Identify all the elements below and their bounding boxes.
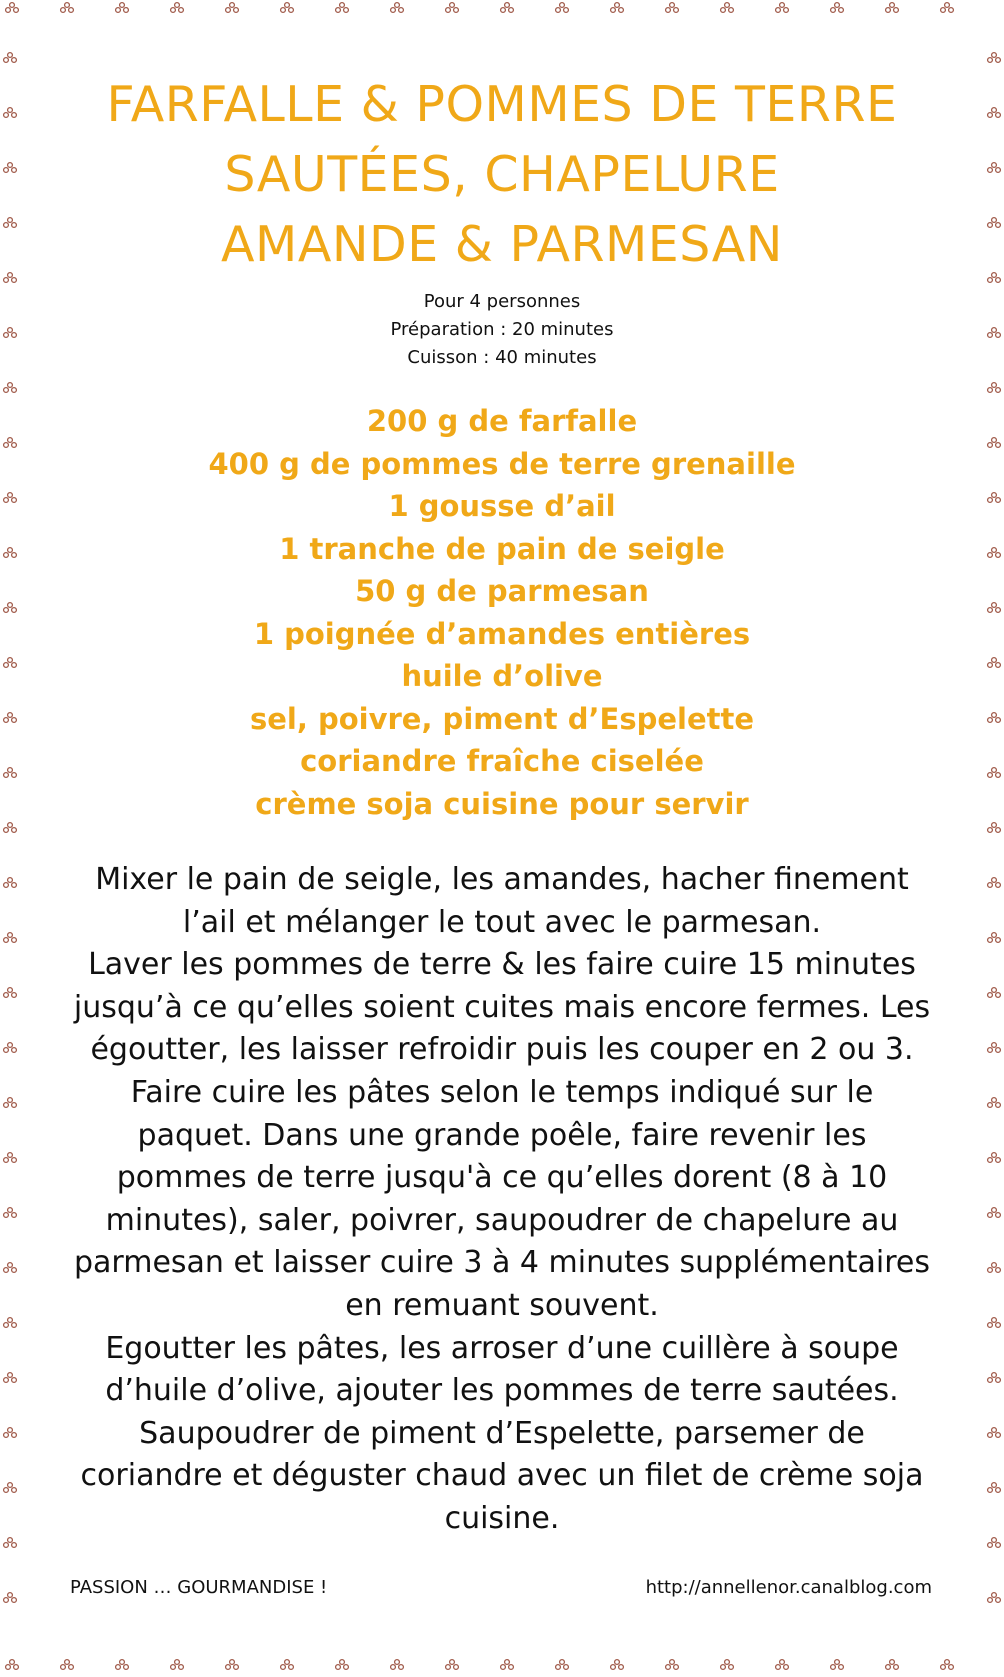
border-dot-cluster <box>4 1043 17 1053</box>
instruction-line: Faire cuire les pâtes selon le temps indiqué sur le <box>130 1074 874 1110</box>
border-dot-cluster <box>776 1660 789 1670</box>
instructions <box>60 859 944 1541</box>
cooking-time: Cuisson : 40 minutes <box>407 347 597 368</box>
border-dot-cluster <box>556 1660 569 1670</box>
border-dot-cluster <box>171 3 184 13</box>
border-dot-cluster <box>446 3 459 13</box>
border-dot-cluster <box>4 823 17 833</box>
border-dot-cluster <box>988 163 1001 173</box>
border-dot-cluster <box>4 1318 17 1328</box>
ingredients-list <box>60 400 944 825</box>
footer-tagline: PASSION … GOURMANDISE ! <box>70 1577 328 1598</box>
ingredient-item: 400 g de pommes de terre grenaille <box>208 446 796 481</box>
instruction-line: Saupoudrer de piment d’Espelette, parsemer de <box>139 1415 865 1451</box>
border-dot-cluster <box>336 1660 349 1670</box>
instruction-line: l’ail et mélanger le tout avec le parmesan. <box>182 904 822 940</box>
recipe-card <box>60 70 944 1541</box>
border-dot-cluster <box>4 1153 17 1163</box>
border-dot-cluster <box>6 1660 19 1670</box>
border-dot-cluster <box>988 1043 1001 1053</box>
border-dot-cluster <box>721 1660 734 1670</box>
border-dot-cluster <box>226 1660 239 1670</box>
border-dot-cluster <box>988 768 1001 778</box>
border-dot-cluster <box>4 768 17 778</box>
border-dot-cluster <box>988 1153 1001 1163</box>
border-dot-cluster <box>776 3 789 13</box>
border-dot-cluster <box>988 218 1001 228</box>
border-dot-cluster <box>4 218 17 228</box>
border-dot-cluster <box>988 713 1001 723</box>
border-dot-cluster <box>116 3 129 13</box>
border-dot-cluster <box>988 1538 1001 1548</box>
instruction-line: pommes de terre jusqu'à ce qu’elles dorent (8 à 10 <box>116 1160 888 1196</box>
border-dot-cluster <box>988 1208 1001 1218</box>
border-dot-cluster <box>4 328 17 338</box>
border-dot-cluster <box>831 3 844 13</box>
ingredient-item: coriandre fraîche ciselée <box>300 744 704 778</box>
instruction-line: Mixer le pain de seigle, les amandes, hacher finement <box>95 862 909 897</box>
border-dot-cluster <box>988 1483 1001 1493</box>
instruction-line: égoutter, les laisser refroidir puis les couper en 2 ou 3. <box>90 1032 914 1068</box>
border-dot-cluster <box>988 328 1001 338</box>
recipe-meta <box>60 288 944 372</box>
border-dot-cluster <box>988 548 1001 558</box>
instruction-line: paquet. Dans une grande poêle, faire revenir les <box>137 1117 867 1153</box>
instruction-line: Egoutter les pâtes, les arroser d’une cuillère à soupe <box>105 1330 899 1366</box>
border-dot-cluster <box>4 658 17 668</box>
border-dot-cluster <box>988 1428 1001 1438</box>
border-dot-cluster <box>988 1318 1001 1328</box>
ingredient-item: huile d’olive <box>401 659 603 693</box>
border-dot-cluster <box>4 53 17 63</box>
border-dot-cluster <box>4 163 17 173</box>
border-dot-cluster <box>4 1373 17 1383</box>
border-dot-cluster <box>4 603 17 613</box>
border-dot-cluster <box>281 3 294 13</box>
border-dot-cluster <box>4 933 17 943</box>
border-dot-cluster <box>4 1263 17 1273</box>
border-dot-cluster <box>611 1660 624 1670</box>
instruction-line: parmesan et laisser cuire 3 à 4 minutes supplémentaires <box>74 1245 930 1281</box>
border-dot-cluster <box>941 3 954 13</box>
border-dot-cluster <box>61 3 74 13</box>
border-dot-cluster <box>988 53 1001 63</box>
instruction-line: minutes), saler, poivrer, saupoudrer de chapelure au <box>105 1202 899 1238</box>
border-dot-cluster <box>4 383 17 393</box>
border-dot-cluster <box>666 1660 679 1670</box>
border-dot-cluster <box>988 273 1001 283</box>
border-dot-cluster <box>556 3 569 13</box>
border-dot-cluster <box>611 3 624 13</box>
border-dot-cluster <box>4 1428 17 1438</box>
recipe-title <box>60 70 944 280</box>
border-dot-cluster <box>988 1593 1001 1603</box>
ingredient-item: sel, poivre, piment d’Espelette <box>249 701 755 736</box>
border-dot-cluster <box>988 658 1001 668</box>
border-dot-cluster <box>501 1660 514 1670</box>
border-dot-cluster <box>988 823 1001 833</box>
ingredient-item: 50 g de parmesan <box>355 574 649 608</box>
ingredient-item: 200 g de farfalle <box>366 404 638 438</box>
border-dot-cluster <box>988 108 1001 118</box>
border-dot-cluster <box>941 1660 954 1670</box>
border-dot-cluster <box>988 1373 1001 1383</box>
border-dot-cluster <box>988 1263 1001 1273</box>
border-dot-cluster <box>226 3 239 13</box>
border-dot-cluster <box>4 1208 17 1218</box>
border-dot-cluster <box>281 1660 294 1670</box>
servings: Pour 4 personnes <box>423 291 581 312</box>
ingredient-item: 1 gousse d’ail <box>388 489 616 523</box>
border-dot-cluster <box>4 1538 17 1548</box>
ingredient-item: 1 tranche de pain de seigle <box>279 531 725 566</box>
instruction-line: coriandre et déguster chaud avec un filet de crème soja <box>80 1458 924 1494</box>
border-dot-cluster <box>4 108 17 118</box>
border-dot-cluster <box>988 493 1001 503</box>
border-dot-cluster <box>988 933 1001 943</box>
title-line: FARFALLE & POMMES DE TERRE <box>106 76 898 133</box>
border-dot-cluster <box>988 438 1001 448</box>
border-dot-cluster <box>988 1098 1001 1108</box>
instruction-line: d’huile d’olive, ajouter les pommes de terre sautées. <box>105 1373 899 1409</box>
border-dot-cluster <box>6 3 19 13</box>
border-dot-cluster <box>446 1660 459 1670</box>
instruction-line: en remuant souvent. <box>345 1287 659 1323</box>
border-dot-cluster <box>666 3 679 13</box>
border-dot-cluster <box>988 988 1001 998</box>
border-dot-cluster <box>886 1660 899 1670</box>
border-dot-cluster <box>721 3 734 13</box>
border-dot-cluster <box>831 1660 844 1670</box>
border-dot-cluster <box>4 1098 17 1108</box>
border-dot-cluster <box>116 1660 129 1670</box>
instruction-line: Laver les pommes de terre & les faire cuire 15 minutes <box>88 947 916 983</box>
border-dot-cluster <box>4 988 17 998</box>
ingredient-item: crème soja cuisine pour servir <box>255 786 749 821</box>
border-dot-cluster <box>4 548 17 558</box>
border-dot-cluster <box>4 1593 17 1603</box>
instruction-line: jusqu’à ce qu’elles soient cuites mais encore fermes. Les <box>73 989 931 1025</box>
border-dot-cluster <box>501 3 514 13</box>
border-dot-cluster <box>171 1660 184 1670</box>
border-dot-cluster <box>4 493 17 503</box>
border-dot-cluster <box>4 273 17 283</box>
preparation-time: Préparation : 20 minutes <box>390 319 614 340</box>
instruction-line: cuisine. <box>444 1500 560 1536</box>
footer-url[interactable]: http://annellenor.canalblog.com <box>645 1577 932 1598</box>
border-dot-cluster <box>4 713 17 723</box>
border-dot-cluster <box>61 1660 74 1670</box>
border-dot-cluster <box>391 1660 404 1670</box>
border-dot-cluster <box>4 438 17 448</box>
border-dot-cluster <box>988 603 1001 613</box>
border-dot-cluster <box>886 3 899 13</box>
border-dot-cluster <box>336 3 349 13</box>
border-dot-cluster <box>988 878 1001 888</box>
border-dot-cluster <box>4 1483 17 1493</box>
border-dot-cluster <box>988 383 1001 393</box>
title-line: SAUTÉES, CHAPELURE <box>224 146 780 203</box>
ingredient-item: 1 poignée d’amandes entières <box>253 616 751 651</box>
border-dot-cluster <box>4 878 17 888</box>
border-dot-cluster <box>391 3 404 13</box>
title-line: AMANDE & PARMESAN <box>221 216 783 273</box>
